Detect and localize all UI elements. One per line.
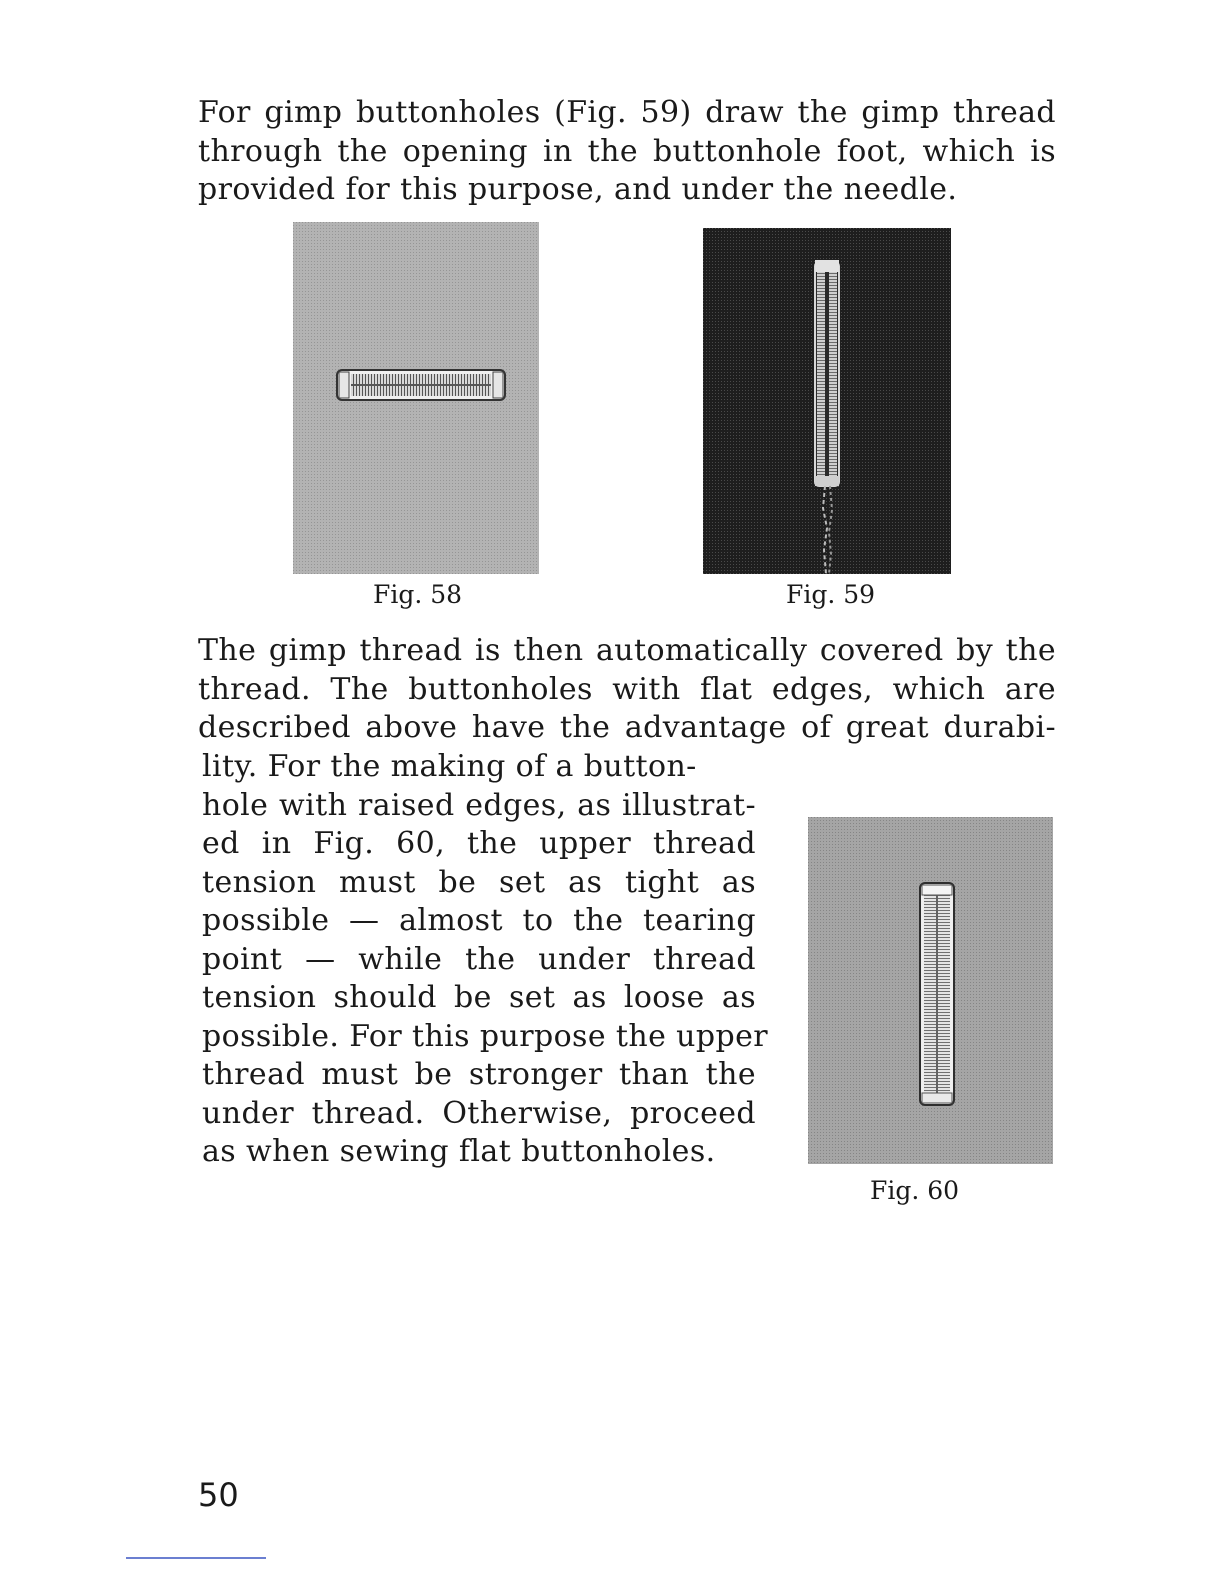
figure-59-caption: Fig. 59 [786,580,876,609]
text-line: For gimp buttonholes (Fig. 59) draw the gimp thread [198,95,1056,130]
side-paragraph [202,748,769,1172]
text-line: tension must be set as tight as [202,864,756,900]
body-paragraph [198,632,1056,748]
figure-59-photo [703,228,951,574]
intro-paragraph [198,94,1056,210]
text-line: The gimp thread is then automatically covered by the [198,633,1056,668]
text-line: described above have the advantage of great durabi- [198,710,1056,745]
footer-rule [126,1557,266,1559]
figure-60-caption: Fig. 60 [870,1176,960,1205]
text-line: under thread. Otherwise, proceed [202,1095,756,1131]
page-number: 50 [198,1476,239,1514]
buttonhole-horizontal-icon [337,370,505,400]
figure-60-photo [808,817,1053,1164]
figure-58-caption: Fig. 58 [373,580,463,609]
text-line: lity. For the making of a button- [202,749,697,784]
text-line: provided for this purpose, and under the needle. [198,172,958,207]
text-line: possible. For this purpose the upper [202,1018,769,1054]
figure-58-photo [293,222,539,574]
text-line: ed in Fig. 60, the upper thread [202,826,756,861]
text-line: point — while the under thread [202,941,756,977]
text-line: through the opening in the buttonhole foot, which is [198,133,1056,169]
text-line: thread must be stronger than the [202,1057,756,1092]
text-line: hole with raised edges, as illustrat- [202,787,756,823]
text-line: possible — almost to the tearing [202,903,756,938]
text-line: as when sewing flat buttonholes. [202,1134,716,1169]
raised-buttonhole-vertical-icon [920,883,954,1105]
text-line: tension should be set as loose as [202,980,756,1015]
text-line: thread. The buttonholes with flat edges, which are [198,671,1056,707]
